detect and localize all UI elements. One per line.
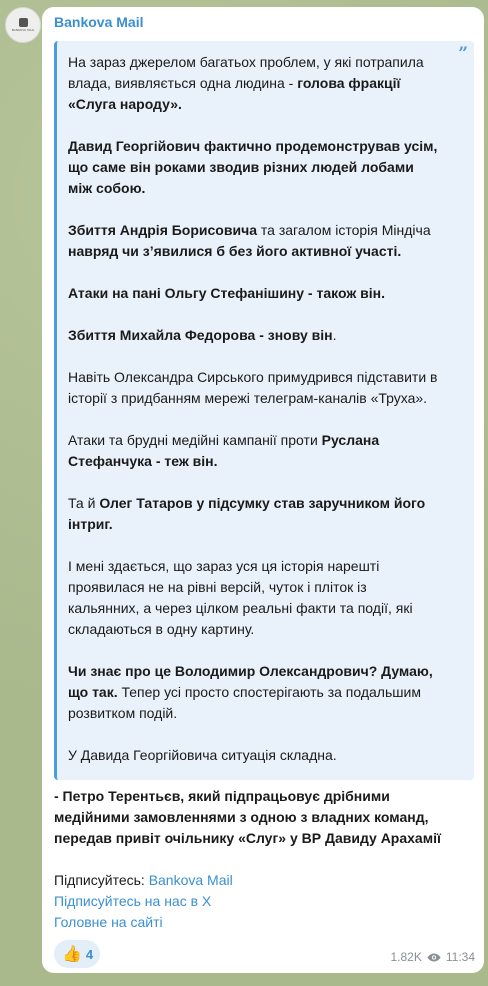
blockquote — [54, 41, 474, 780]
quote-paragraph — [68, 556, 438, 640]
quote-segment: У Давида Георгійовича ситуація складна. — [68, 747, 337, 763]
subscribe-prefix: Підписуйтесь: — [54, 872, 149, 888]
thumbs-up-icon: 👍 — [62, 946, 82, 963]
quote-segment: Чи знає про це Володимир Олександрович? Думаю, що так. — [68, 663, 433, 700]
quote-segment: Руслана Стефанчука - теж він. — [68, 432, 380, 469]
quote-paragraph — [68, 367, 438, 409]
quote-segment: Тепер усі просто спостерігають за подальшим розвитком подій. — [68, 684, 421, 721]
quote-segment: Атаки на пані Ольгу Стефанішину - також він. — [68, 285, 385, 301]
quote-segment: І мені здається, що зараз уся ця історія нарешті проявилася не на рівні версій, чуток і пліток із кальянних, а через цілком реальні факти та події, які складаються в одну картину. — [68, 558, 413, 637]
quote-paragraph — [68, 430, 438, 472]
view-count: 1.82K — [390, 950, 422, 964]
avatar-logo-text: BANKOVA MAIL — [11, 28, 35, 32]
footer-links — [54, 870, 233, 933]
subscribe-channel-link[interactable]: Bankova Mail — [148, 872, 233, 888]
quote-icon: ” — [458, 44, 468, 64]
message-time: 11:34 — [445, 950, 475, 964]
quote-segment: Та й — [68, 495, 100, 511]
quote-paragraph — [68, 283, 438, 304]
quote-paragraph — [68, 52, 438, 115]
quote-segment: Збиття Михайла Федорова - знову він — [68, 327, 333, 343]
reaction-count: 4 — [85, 946, 94, 962]
quote-paragraph — [68, 661, 438, 724]
quote-segment: На зараз джерелом багатьох проблем, у які потрапила влада, виявляється одна людина - — [68, 54, 424, 91]
channel-name[interactable]: Bankova Mail — [54, 14, 144, 30]
quote-segment: Збиття Андрія Борисовича — [68, 222, 257, 238]
message-bubble — [42, 7, 484, 973]
quote-paragraph — [68, 136, 438, 199]
channel-avatar[interactable] — [5, 7, 41, 43]
subscribe-x-link[interactable]: Підписуйтесь на нас в Х — [54, 893, 212, 909]
quote-segment: та загалом історія Міндіча — [257, 222, 431, 238]
message-meta — [391, 950, 476, 964]
quote-paragraph — [68, 493, 438, 535]
quote-segment: . — [332, 327, 337, 343]
quote-segment: навряд чи з’явилися б без його активної участі. — [68, 243, 402, 259]
site-link[interactable]: Головне на сайті — [54, 914, 163, 930]
quote-segment: Навіть Олександра Сирського примудрився підставити в історії з придбанням мережі телеграм-каналів «Труха». — [68, 369, 438, 406]
quote-paragraph — [68, 220, 438, 262]
subscribe-line — [54, 870, 233, 891]
quote-segment: Атаки та брудні медійні кампанії проти — [68, 432, 322, 448]
reaction-button[interactable] — [54, 940, 100, 968]
logo-mark-icon — [19, 18, 28, 27]
quote-text — [68, 52, 438, 766]
quote-paragraph — [68, 325, 438, 346]
quote-paragraph — [68, 745, 438, 766]
quote-segment: голова фракції «Слуга народу». — [68, 75, 401, 112]
quote-segment: Давид Георгійович фактично продемонстрував усім, що саме він роками зводив різних людей лобами між собою. — [68, 138, 438, 196]
eye-icon — [427, 953, 441, 962]
quote-segment: Олег Татаров у підсумку став заручником його інтриг. — [68, 495, 426, 532]
message-tail-text: - Петро Терентьєв, який підпрацьовує дрібними медійними замовленнями з одною з владних команд, передав привіт очільнику «Слуг» у ВР Давиду Арахамії — [54, 788, 441, 846]
